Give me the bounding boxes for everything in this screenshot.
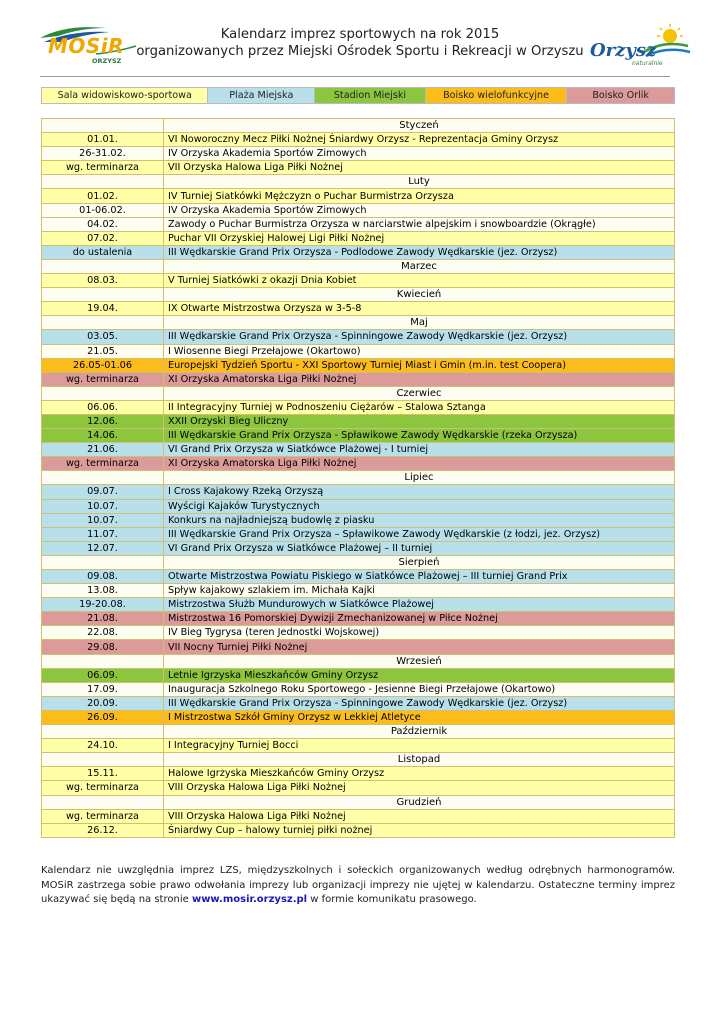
event-date: 07.02. (42, 231, 164, 245)
event-row (42, 823, 675, 837)
event-name: II Integracyjny Turniej w Podnoszeniu Ciężarów – Stalowa Sztanga (164, 400, 675, 414)
event-row (42, 457, 675, 471)
event-row (42, 133, 675, 147)
event-date: 06.06. (42, 400, 164, 414)
month-spacer-cell (42, 471, 164, 485)
event-date: 22.08. (42, 626, 164, 640)
event-row (42, 189, 675, 203)
event-row (42, 696, 675, 710)
event-date: 11.07. (42, 527, 164, 541)
header-divider (40, 76, 670, 77)
event-name: III Wędkarskie Grand Prix Orzysza - Spinningowe Zawody Wędkarskie (jez. Orzysz) (164, 330, 675, 344)
event-name: I Wiosenne Biegi Przełajowe (Okartowo) (164, 344, 675, 358)
event-name: I Mistrzostwa Szkół Gminy Orzysz w Lekkiej Atletyce (164, 710, 675, 724)
event-row (42, 570, 675, 584)
event-name: I Integracyjny Turniej Bocci (164, 739, 675, 753)
event-row (42, 302, 675, 316)
event-date: wg. terminarza (42, 457, 164, 471)
month-header-row (42, 753, 675, 767)
event-date: 04.02. (42, 217, 164, 231)
month-name: Październik (164, 725, 675, 739)
footer-text: Kalendarz nie uwzględnia imprez LZS, międzyszkolnych i sołeckich organizowanych według odrębnych harmonogramów. MOSiR zastrzega sobie prawo odwołania imprezy lub organizacji imprezy nie ujętej w kalendarzu. Ostateczne terminy imprez ukazywać się będą na stronie (41, 865, 675, 905)
month-name: Czerwiec (164, 386, 675, 400)
mosir-logo-text: MOSiR (48, 34, 125, 58)
month-spacer-cell (42, 386, 164, 400)
event-row (42, 584, 675, 598)
event-date: 13.08. (42, 584, 164, 598)
event-name: Wyścigi Kajaków Turystycznych (164, 499, 675, 513)
event-name: IV Orzyska Akademia Sportów Zimowych (164, 203, 675, 217)
event-row (42, 344, 675, 358)
footer-note (41, 864, 675, 908)
event-name: III Wędkarskie Grand Prix Orzysza - Podlodowe Zawody Wędkarskie (jez. Orzysz) (164, 245, 675, 259)
event-date: 26.12. (42, 823, 164, 837)
event-name: Letnie Igrzyska Mieszkańców Gminy Orzysz (164, 668, 675, 682)
month-header-row (42, 471, 675, 485)
event-date: 09.07. (42, 485, 164, 499)
event-name: VI Grand Prix Orzysza w Siatkówce Plażowej - I turniej (164, 443, 675, 457)
event-name: Puchar VII Orzyskiej Halowej Ligi Piłki Nożnej (164, 231, 675, 245)
event-row (42, 330, 675, 344)
month-spacer-cell (42, 119, 164, 133)
page-header (0, 0, 725, 80)
event-row (42, 781, 675, 795)
event-date: 24.10. (42, 739, 164, 753)
event-name: IV Turniej Siatkówki Mężczyzn o Puchar Burmistrza Orzysza (164, 189, 675, 203)
month-header-row (42, 259, 675, 273)
event-name: III Wędkarskie Grand Prix Orzysza – Spławikowe Zawody Wędkarskie (z łodzi, jez. Orzysz) (164, 527, 675, 541)
event-date: do ustalenia (42, 245, 164, 259)
month-spacer-cell (42, 725, 164, 739)
event-row (42, 372, 675, 386)
month-name: Styczeń (164, 119, 675, 133)
orzysz-logo-subtext: naturalnie (632, 60, 663, 67)
event-name: IV Orzyska Akademia Sportów Zimowych (164, 147, 675, 161)
event-name: Otwarte Mistrzostwa Powiatu Piskiego w Siatkówce Plażowej – III turniej Grand Prix (164, 570, 675, 584)
month-name: Grudzień (164, 795, 675, 809)
event-row (42, 358, 675, 372)
event-name: XXII Orzyski Bieg Uliczny (164, 414, 675, 428)
event-row (42, 217, 675, 231)
event-name: Mistrzostwa 16 Pomorskiej Dywizji Zmechanizowanej w Piłce Nożnej (164, 612, 675, 626)
event-row (42, 598, 675, 612)
event-name: Zawody o Puchar Burmistrza Orzysza w narciarstwie alpejskim i snowboardzie (Okrągłe) (164, 217, 675, 231)
month-spacer-cell (42, 654, 164, 668)
title-line-1: Kalendarz imprez sportowych na rok 2015 (220, 27, 500, 42)
legend-item: Boisko wielofunkcyjne (426, 88, 568, 103)
event-name: III Wędkarskie Grand Prix Orzysza - Spinningowe Zawody Wędkarskie (jez. Orzysz) (164, 696, 675, 710)
event-row (42, 203, 675, 217)
event-name: VII Nocny Turniej Piłki Nożnej (164, 640, 675, 654)
events-calendar-table (41, 118, 675, 838)
event-row (42, 739, 675, 753)
event-name: Konkurs na najładniejszą budowlę z piasku (164, 513, 675, 527)
month-spacer-cell (42, 175, 164, 189)
month-name: Wrzesień (164, 654, 675, 668)
event-row (42, 710, 675, 724)
event-row (42, 527, 675, 541)
event-name: Europejski Tydzień Sportu - XXI Sportowy Turniej Miast i Gmin (m.in. test Coopera) (164, 358, 675, 372)
event-date: 26.09. (42, 710, 164, 724)
event-row (42, 485, 675, 499)
month-header-row (42, 119, 675, 133)
event-name: Mistrzostwa Służb Mundurowych w Siatkówce Plażowej (164, 598, 675, 612)
event-date: 09.08. (42, 570, 164, 584)
month-header-row (42, 654, 675, 668)
event-date: 26.05-01.06 (42, 358, 164, 372)
month-name: Listopad (164, 753, 675, 767)
event-name: III Wędkarskie Grand Prix Orzysza - Spławikowe Zawody Wędkarskie (rzeka Orzysza) (164, 429, 675, 443)
page-title (130, 26, 590, 60)
event-row (42, 513, 675, 527)
month-spacer-cell (42, 259, 164, 273)
month-spacer-cell (42, 316, 164, 330)
legend-item: Stadion Miejski (315, 88, 426, 103)
month-header-row (42, 795, 675, 809)
event-date: 17.09. (42, 682, 164, 696)
month-spacer-cell (42, 795, 164, 809)
event-row (42, 612, 675, 626)
event-date: wg. terminarza (42, 161, 164, 175)
event-row (42, 682, 675, 696)
event-date: 26-31.02. (42, 147, 164, 161)
venue-legend (41, 87, 675, 104)
legend-item: Sala widowiskowo-sportowa (42, 88, 208, 103)
event-row (42, 161, 675, 175)
event-row (42, 668, 675, 682)
event-date: 19-20.08. (42, 598, 164, 612)
month-name: Lipiec (164, 471, 675, 485)
event-row (42, 400, 675, 414)
event-row (42, 231, 675, 245)
event-row (42, 626, 675, 640)
mosir-logo-subtext: ORZYSZ (92, 57, 122, 65)
event-name: Spływ kajakowy szlakiem im. Michała Kajki (164, 584, 675, 598)
month-name: Marzec (164, 259, 675, 273)
event-date: 08.03. (42, 274, 164, 288)
title-line-2: organizowanych przez Miejski Ośrodek Sportu i Rekreacji w Orzyszu (136, 44, 584, 59)
website-link[interactable]: www.mosir.orzysz.pl (191, 894, 308, 905)
month-header-row (42, 316, 675, 330)
month-header-row (42, 386, 675, 400)
event-row (42, 499, 675, 513)
event-name: VI Noworoczny Mecz Piłki Nożnej Śniardwy Orzysz - Reprezentacja Gminy Orzysz (164, 133, 675, 147)
event-date: 01.02. (42, 189, 164, 203)
event-row (42, 429, 675, 443)
event-name: Halowe Igrzyska Mieszkańców Gminy Orzysz (164, 767, 675, 781)
month-header-row (42, 288, 675, 302)
event-name: XI Orzyska Amatorska Liga Piłki Nożnej (164, 457, 675, 471)
month-header-row (42, 555, 675, 569)
month-name: Luty (164, 175, 675, 189)
event-row (42, 541, 675, 555)
legend-item: Boisko Orlik (567, 88, 674, 103)
event-date: 10.07. (42, 499, 164, 513)
event-date: 03.05. (42, 330, 164, 344)
event-name: VI Grand Prix Orzysza w Siatkówce Plażowej – II turniej (164, 541, 675, 555)
event-row (42, 443, 675, 457)
event-date: 14.06. (42, 429, 164, 443)
event-name: VIII Orzyska Halowa Liga Piłki Nożnej (164, 809, 675, 823)
month-spacer-cell (42, 288, 164, 302)
event-date: 10.07. (42, 513, 164, 527)
event-date: 01-06.02. (42, 203, 164, 217)
event-row (42, 640, 675, 654)
event-date: wg. terminarza (42, 372, 164, 386)
event-row (42, 414, 675, 428)
event-date: wg. terminarza (42, 781, 164, 795)
month-spacer-cell (42, 555, 164, 569)
event-date: 21.08. (42, 612, 164, 626)
event-date: 19.04. (42, 302, 164, 316)
footer-text-end: w formie komunikatu prasowego. (310, 894, 477, 905)
month-name: Sierpień (164, 555, 675, 569)
event-date: 21.06. (42, 443, 164, 457)
month-spacer-cell (42, 753, 164, 767)
event-date: 21.05. (42, 344, 164, 358)
event-date: 20.09. (42, 696, 164, 710)
month-header-row (42, 725, 675, 739)
event-name: Inauguracja Szkolnego Roku Sportowego - Jesienne Biegi Przełajowe (Okartowo) (164, 682, 675, 696)
event-date: 01.01. (42, 133, 164, 147)
event-date: 12.06. (42, 414, 164, 428)
event-row (42, 147, 675, 161)
month-header-row (42, 175, 675, 189)
event-name: Śniardwy Cup – halowy turniej piłki nożnej (164, 823, 675, 837)
month-name: Kwiecień (164, 288, 675, 302)
event-name: IX Otwarte Mistrzostwa Orzysza w 3-5-8 (164, 302, 675, 316)
event-name: XI Orzyska Amatorska Liga Piłki Nożnej (164, 372, 675, 386)
event-date: 15.11. (42, 767, 164, 781)
event-date: wg. terminarza (42, 809, 164, 823)
event-date: 12.07. (42, 541, 164, 555)
month-name: Maj (164, 316, 675, 330)
event-name: IV Bieg Tygrysa (teren Jednostki Wojskowej) (164, 626, 675, 640)
orzysz-logo-text: Orzysz (590, 40, 657, 61)
event-name: I Cross Kajakowy Rzeką Orzyszą (164, 485, 675, 499)
event-name: VII Orzyska Halowa Liga Piłki Nożnej (164, 161, 675, 175)
event-date: 29.08. (42, 640, 164, 654)
event-row (42, 809, 675, 823)
legend-item: Plaża Miejska (208, 88, 315, 103)
event-date: 06.09. (42, 668, 164, 682)
event-row (42, 245, 675, 259)
event-row (42, 274, 675, 288)
event-row (42, 767, 675, 781)
event-name: V Turniej Siatkówki z okazji Dnia Kobiet (164, 274, 675, 288)
event-name: VIII Orzyska Halowa Liga Piłki Nożnej (164, 781, 675, 795)
